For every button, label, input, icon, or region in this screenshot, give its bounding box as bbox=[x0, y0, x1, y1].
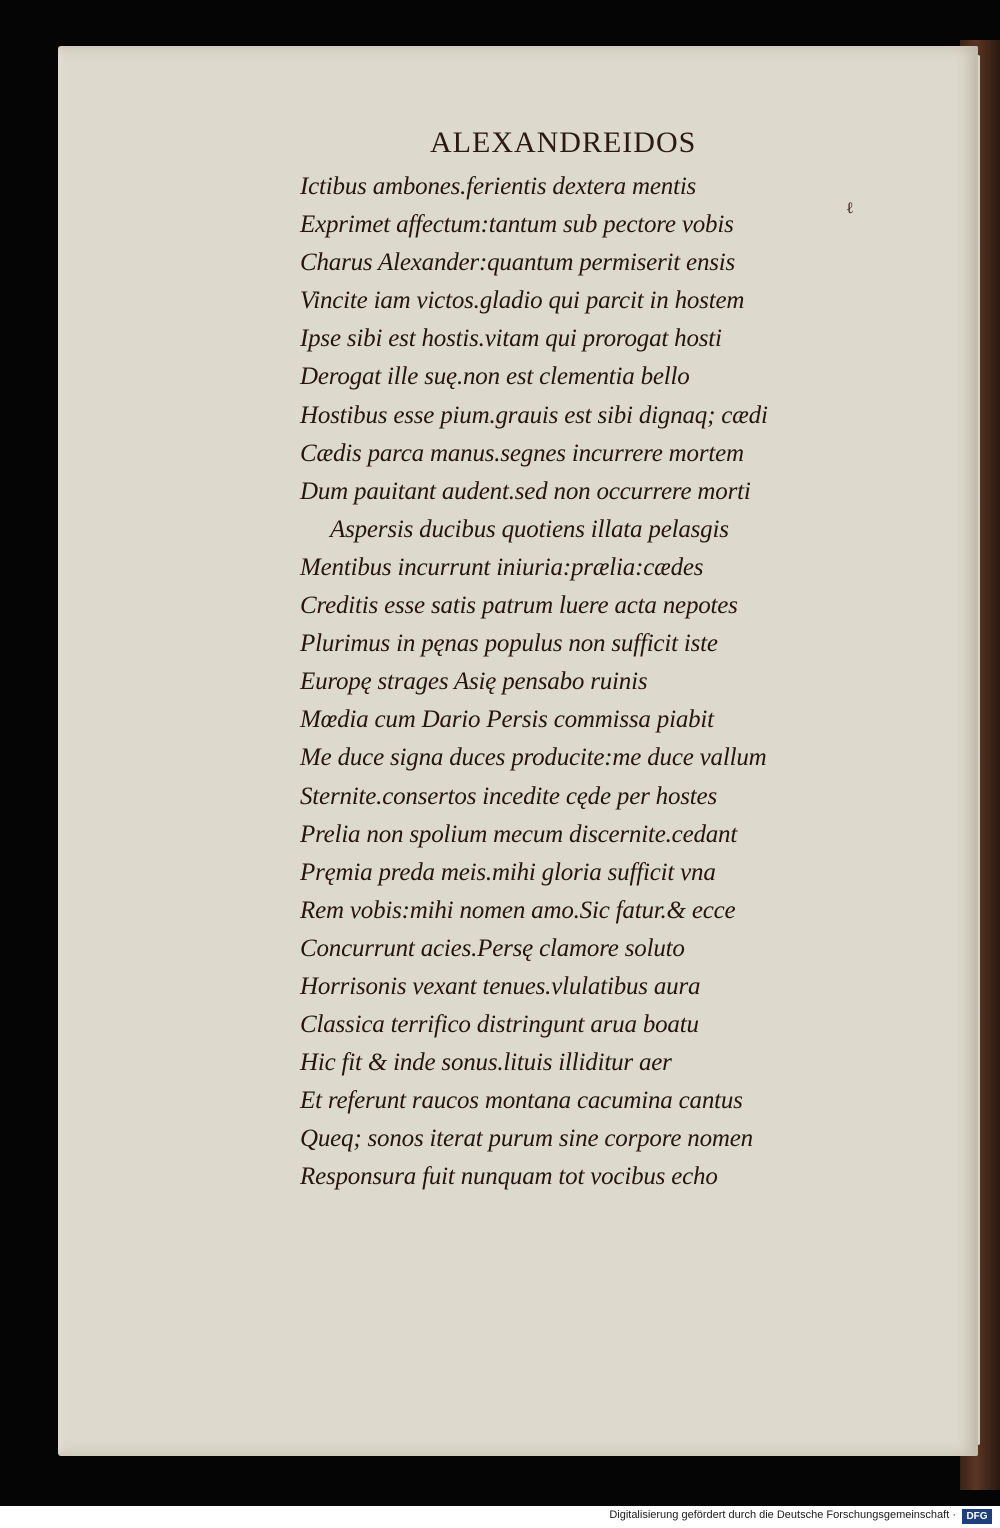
verse-line: Mœdia cum Dario Persis commissa piabit bbox=[300, 706, 714, 734]
verse-line: Rem vobis:mihi nomen amo.Sic fatur.& ecce bbox=[300, 896, 736, 924]
verse-line: Plurimus in pęnas populus non sufficit iste bbox=[300, 630, 718, 658]
verse-line: Mentibus incurrunt iniuria:prælia:cædes bbox=[300, 553, 704, 581]
verse-line: Dum pauitant audent.sed non occurrere morti bbox=[300, 477, 751, 505]
verse-line: Ictibus ambones.ferientis dextera mentis bbox=[300, 173, 697, 200]
funding-footer bbox=[0, 1506, 1000, 1528]
verse-line: Exprimet affectum:tantum sub pectore vobis bbox=[300, 211, 734, 239]
verse-line: Sternite.consertos incedite cęde per hostes bbox=[300, 782, 717, 810]
verse-line: Et referunt raucos montana cacumina cantus bbox=[300, 1087, 743, 1115]
verse-line: Queq; sonos iterat purum sine corpore nomen bbox=[300, 1125, 753, 1153]
verse-line: Ipse sibi est hostis.vitam qui prorogat hosti bbox=[300, 325, 722, 353]
verse-line: Concurrunt acies.Persę clamore soluto bbox=[300, 934, 685, 962]
verse-line: Charus Alexander:quantum permiserit ensis bbox=[300, 249, 736, 277]
verse-line: Classica terrifico distringunt arua boatu bbox=[300, 1011, 699, 1039]
verse-line: Cædis parca manus.segnes incurrere mortem bbox=[300, 439, 744, 467]
verse-line: Hic fit & inde sonus.lituis illiditur aer bbox=[300, 1049, 672, 1077]
margin-mark: ℓ bbox=[846, 200, 854, 217]
verse-lines bbox=[300, 168, 768, 1197]
running-title: ALEXANDREIDOS bbox=[430, 126, 697, 159]
verse-line: Prelia non spolium mecum discernite.cedant bbox=[300, 820, 738, 848]
verse-line: Derogat ille suę.non est clementia bello bbox=[300, 363, 690, 391]
verse-line: Aspersis ducibus quotiens illata pelasgis bbox=[330, 515, 729, 543]
dfg-logo: DFG bbox=[962, 1509, 992, 1524]
verse-line: Europę strages Asię pensabo ruinis bbox=[300, 668, 648, 696]
verse-line: Me duce signa duces producite:me duce vallum bbox=[300, 744, 767, 772]
verse-line: Pręmia preda meis.mihi gloria sufficit vna bbox=[300, 858, 716, 886]
verse-line: Hostibus esse pium.grauis est sibi dignaq; cædi bbox=[300, 401, 768, 429]
verse-line: Horrisonis vexant tenues.vlulatibus aura bbox=[300, 972, 701, 1000]
verse-line: Vincite iam victos.gladio qui parcit in hostem bbox=[300, 287, 745, 315]
funding-credit: Digitalisierung gefördert durch die Deutsche Forschungsgemeinschaft · bbox=[609, 1509, 956, 1521]
verse-line: Creditis esse satis patrum luere acta nepotes bbox=[300, 592, 738, 620]
verse-line: Responsura fuit nunquam tot vocibus echo bbox=[300, 1163, 718, 1191]
